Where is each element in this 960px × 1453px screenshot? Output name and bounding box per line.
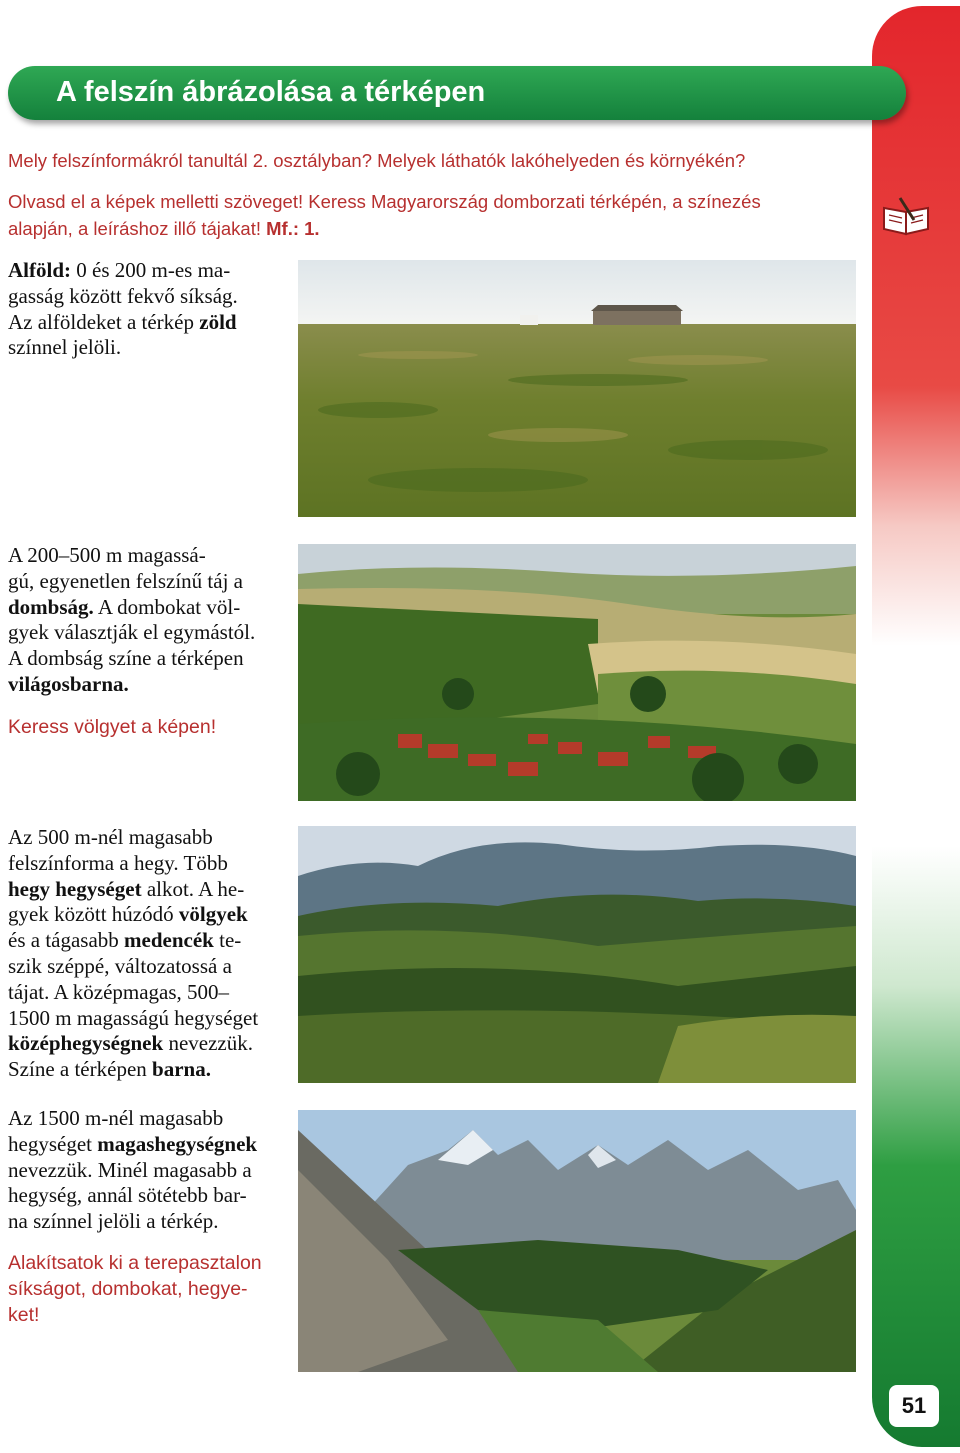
high-mountain-description: Az 1500 m-nél magasabb hegységet magashegységnek nevezzük. Minél magasabb a hegység, annál sötétebb bar- na színnel jelöli a térkép. xyxy=(8,1106,258,1234)
workbook-reference: Mf.: 1. xyxy=(266,218,320,239)
page-title: A felszín ábrázolása a térképen xyxy=(56,76,486,108)
open-book-with-pencil-icon xyxy=(880,196,934,236)
term-alfold: Alföld: xyxy=(8,258,71,282)
hills-description: A 200–500 m magassá- gú, egyenetlen felszínű táj a dombság. A dombokat völ- gyek választják el egymástól. A dombság színe a térképen világosbarna. xyxy=(8,543,256,696)
photo-high-mountains xyxy=(298,1110,856,1372)
task-find-valley: Keress völgyet a képen! xyxy=(8,716,217,738)
intro-instruction-text: alapján, a leíráshoz illő tájakat! xyxy=(8,218,261,239)
task-sand-table: Alakítsatok ki a terepasztalon síkságot, dombokat, hegye- ket! xyxy=(8,1252,262,1326)
page-number: 51 xyxy=(889,1385,939,1427)
title-bar xyxy=(8,66,906,120)
intro-instruction-line2 xyxy=(8,218,868,240)
photo-hills xyxy=(298,544,856,801)
photo-middle-mountains xyxy=(298,826,856,1083)
photo-plain xyxy=(298,260,856,517)
intro-instruction-line1: Olvasd el a képek melletti szöveget! Keress Magyarország domborzati térképén, a színezés xyxy=(8,191,761,212)
middle-mountain-description: Az 500 m-nél magasabb felszínforma a hegy. Több hegy hegységet alkot. A he- gyek között húzódó völgyek és a tágasabb medencék te- szik széppé, változatossá a tájat. A középmagas, 500– 1500 m magasságú hegységet középhegységnek nevezzük. Színe a térképen barna. xyxy=(8,825,259,1082)
plain-description: Alföld: 0 és 200 m-es ma- gasság között fekvő síkság. Az alföldeket a térkép zöld színnel jelöli. xyxy=(8,258,238,360)
intro-question: Mely felszínformákról tanultál 2. osztályban? Melyek láthatók lakóhelyeden és környékén? xyxy=(8,150,746,171)
